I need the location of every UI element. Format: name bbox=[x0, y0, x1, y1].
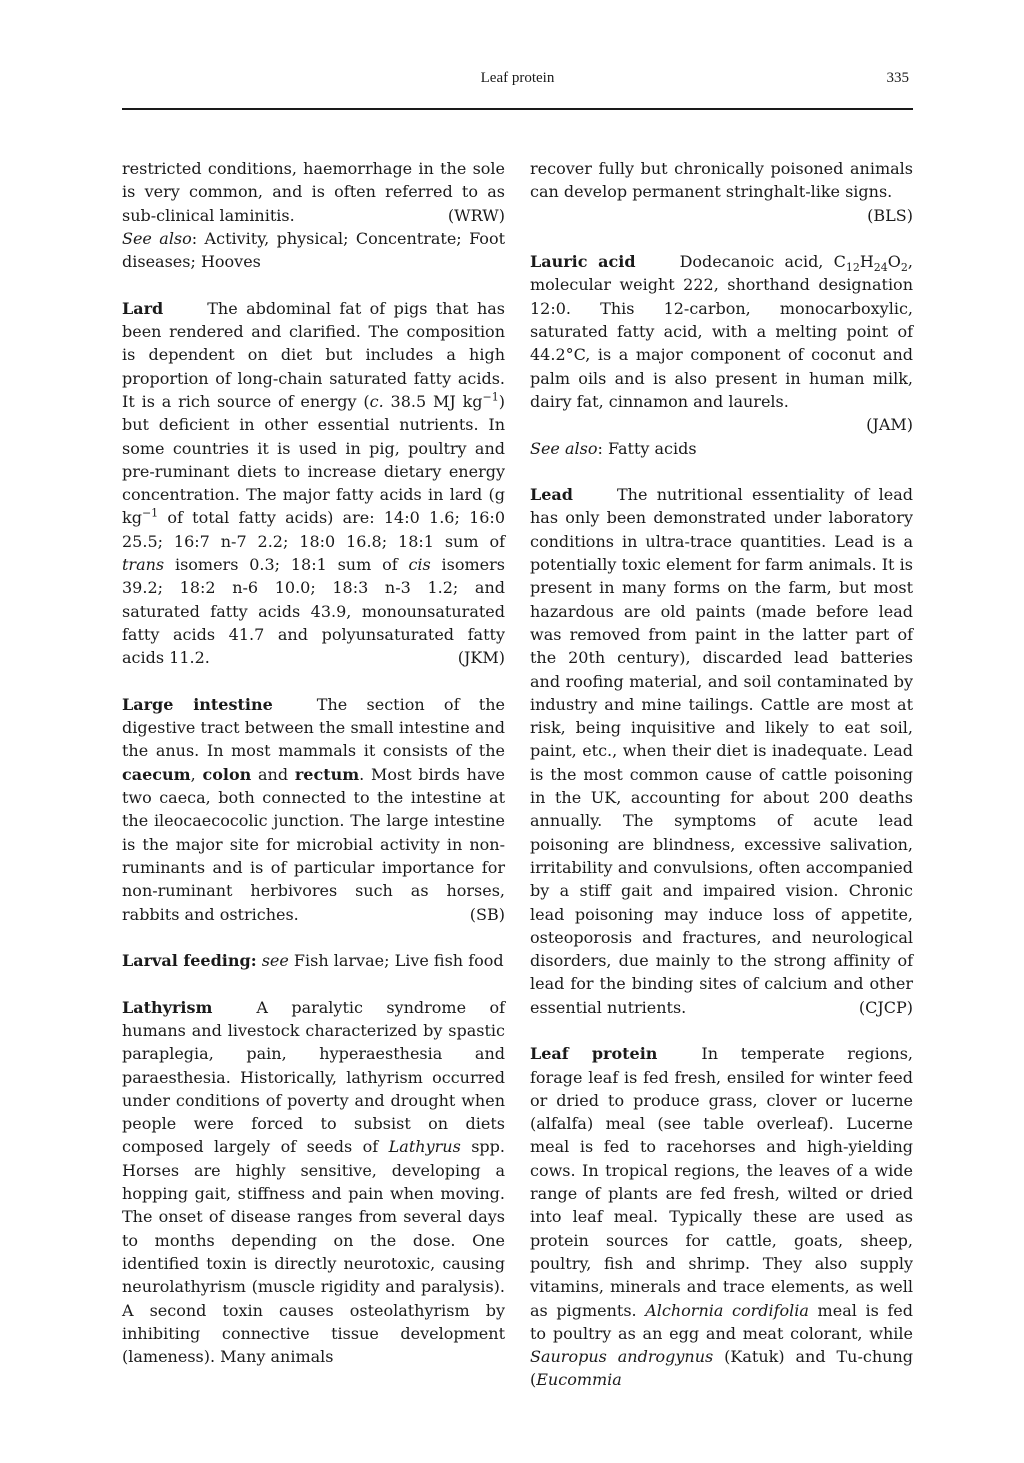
headword-lathyrism: Lathyrism bbox=[122, 997, 213, 1017]
cross-ref-caecum: caecum bbox=[122, 764, 191, 784]
cross-ref-colon: colon bbox=[202, 764, 252, 784]
entry-lathyrism: Lathyrism A paralytic syndrome of humans and livestock characterized by spastic paraplegia, pain, hyperaesthesia and paraesthesia. Historically, lathyrism occurred under conditions of poverty and drought when people were forced to subsist on diets composed largely of seeds of Lathyrus spp. Horses are highly sensitive, developing a hopping gait, stiffness and pain when moving. The onset of disease ranges from several days to months depending on the dose. One identified toxin is directly neurotoxic, causing neurolathyrism (muscle rigidity and paralysis). A second toxin causes osteolathyrism by inhibiting connective tissue development (lameness). Many animals bbox=[122, 997, 506, 1367]
headword-lead: Lead bbox=[530, 485, 573, 505]
headword-larval-feeding: Larval feeding: bbox=[122, 951, 257, 971]
entry-continuation: restricted conditions, haemorrhage in the sole is very common, and is often referred to as sub-clinical laminitis. (WRW) See also: Activity, physical; Concentrate; Foot diseases; Hooves bbox=[122, 159, 506, 272]
author-signature: (SB) bbox=[469, 904, 505, 924]
running-title: Leaf protein bbox=[480, 70, 555, 86]
see-also-refs: : Fatty acids bbox=[597, 438, 697, 458]
see-also-label: See also bbox=[122, 228, 192, 248]
see-also-refs: : Activity, physical; Concentrate; Foot diseases; Hooves bbox=[122, 228, 506, 272]
entry-continuation: recover fully but chronically poisoned animals can develop permanent stringhalt-like signs. (BLS) bbox=[530, 157, 913, 227]
cross-ref-rectum: rectum bbox=[294, 764, 360, 784]
headword-lauric-acid: Lauric acid bbox=[530, 252, 636, 272]
entry-lard: Lard The abdominal fat of pigs that has been rendered and clarified. The composition is dependent on diet but includes a high proportion of long-chain saturated fatty acids. It is a rich source of energy (c. 38.5 MJ $kg^{-1}$) but deficient in other essential nutrients. In some countries it is used in pig, poultry and pre-ruminant diets to increase dietary energy concentration. The major fatty acids in lard (g $kg^{-1}$ of total fatty acids) are: 14:0 1.6; 16:0 25.5; 16:7 n-7 2.2; 18:0 16.8; 18:1 sum of trans isomers 0.3; 18:1 sum of cis isomers 39.2; 18:2 n-6 10.0; 18:3 n-3 1.2; and saturated fatty acids 43.9, monounsaturated fatty acids 41.7 and polyunsaturated fatty acids 11.2. (JKM) bbox=[122, 297, 505, 670]
headword-large-intestine: Large intestine bbox=[122, 694, 273, 714]
author-signature: (JAM) bbox=[866, 415, 913, 435]
right-column bbox=[530, 157, 913, 1392]
author-signature: (JKM) bbox=[457, 648, 505, 668]
author-signature: (WRW) bbox=[447, 205, 505, 225]
author-signature: (CJCP) bbox=[858, 997, 913, 1017]
entry-lauric-acid: Lauric acid Dodecanoic acid, $C_{12}H_{24}O_2$, molecular weight 222, shorthand designation 12:0. This 12-carbon, monocarboxylic, saturated fatty acid, with a melting point of 44.2°C, is a major component of coconut and palm oils and is also present in human milk, dairy fat, cinnamon and laurels. (JAM) See also: Fatty acids bbox=[530, 252, 913, 458]
left-column bbox=[122, 157, 505, 1368]
running-header bbox=[122, 70, 913, 92]
entry-larval-feeding: Larval feeding: see Fish larvae; Live fish food bbox=[122, 951, 504, 971]
headword-lard: Lard bbox=[122, 298, 164, 318]
see-also-label: See also bbox=[530, 438, 598, 458]
page-number: 335 bbox=[886, 70, 909, 86]
header-rule bbox=[122, 108, 913, 110]
entry-leaf-protein: Leaf protein In temperate regions, forage leaf is fed fresh, ensiled for winter feed or dried to produce grass, clover or lucerne (alfalfa) meal (see table overleaf). Lucerne meal is fed to racehorses and high-yielding cows. In tropical regions, the leaves of a wide range of plants are fed fresh, wilted or dried into leaf meal. Typically these are used as protein sources for cattle, goats, sheep, poultry, fish and shrimp. They also supply vitamins, minerals and trace elements, as well as pigments. Alchornia cordifolia meal is fed to poultry as an egg and meat colorant, while Sauropus androgynus (Katuk) and Tu-chung (Eucommia bbox=[530, 1044, 914, 1390]
headword-leaf-protein: Leaf protein bbox=[530, 1044, 658, 1064]
author-signature: (BLS) bbox=[867, 205, 913, 225]
entry-large-intestine: Large intestine The section of the digestive tract between the small intestine and the anus. In most mammals it consists of the caecum, colon and rectum. Most birds have two caeca, both connected to the intestine at the ileocaecocolic junction. The large intestine is the major site for microbial activity in non-ruminants and is of particular importance for non-ruminant herbivores such as horses, rabbits and ostriches. (SB) bbox=[122, 693, 505, 926]
entry-lead: Lead The nutritional essentiality of lead has only been demonstrated under laboratory conditions in ultra-trace quantities. Lead is a potentially toxic element for farm animals. It is present in many forms on the farm, but most hazardous are old paints (made before lead was removed from paint in the latter part of the 20th century), discarded lead batteries and roofing material, and soil contaminated by industry and mine tailings. Cattle are most at risk, being inquisitive and likely to eat soil, paint, etc., when their diet is inadequate. Lead is the most common cause of cattle poisoning in the UK, accounting for about 200 deaths annually. The symptoms of acute lead poisoning are blindness, excessive salivation, irritability and convulsions, often accompanied by a stiff gait and impaired vision. Chronic lead poisoning may induce loss of appetite, osteoporosis and fractures, and neurological disorders, due mainly to the strong affinity of lead for the binding sites of calcium and other essential nutrients. (CJCP) bbox=[530, 483, 913, 1019]
